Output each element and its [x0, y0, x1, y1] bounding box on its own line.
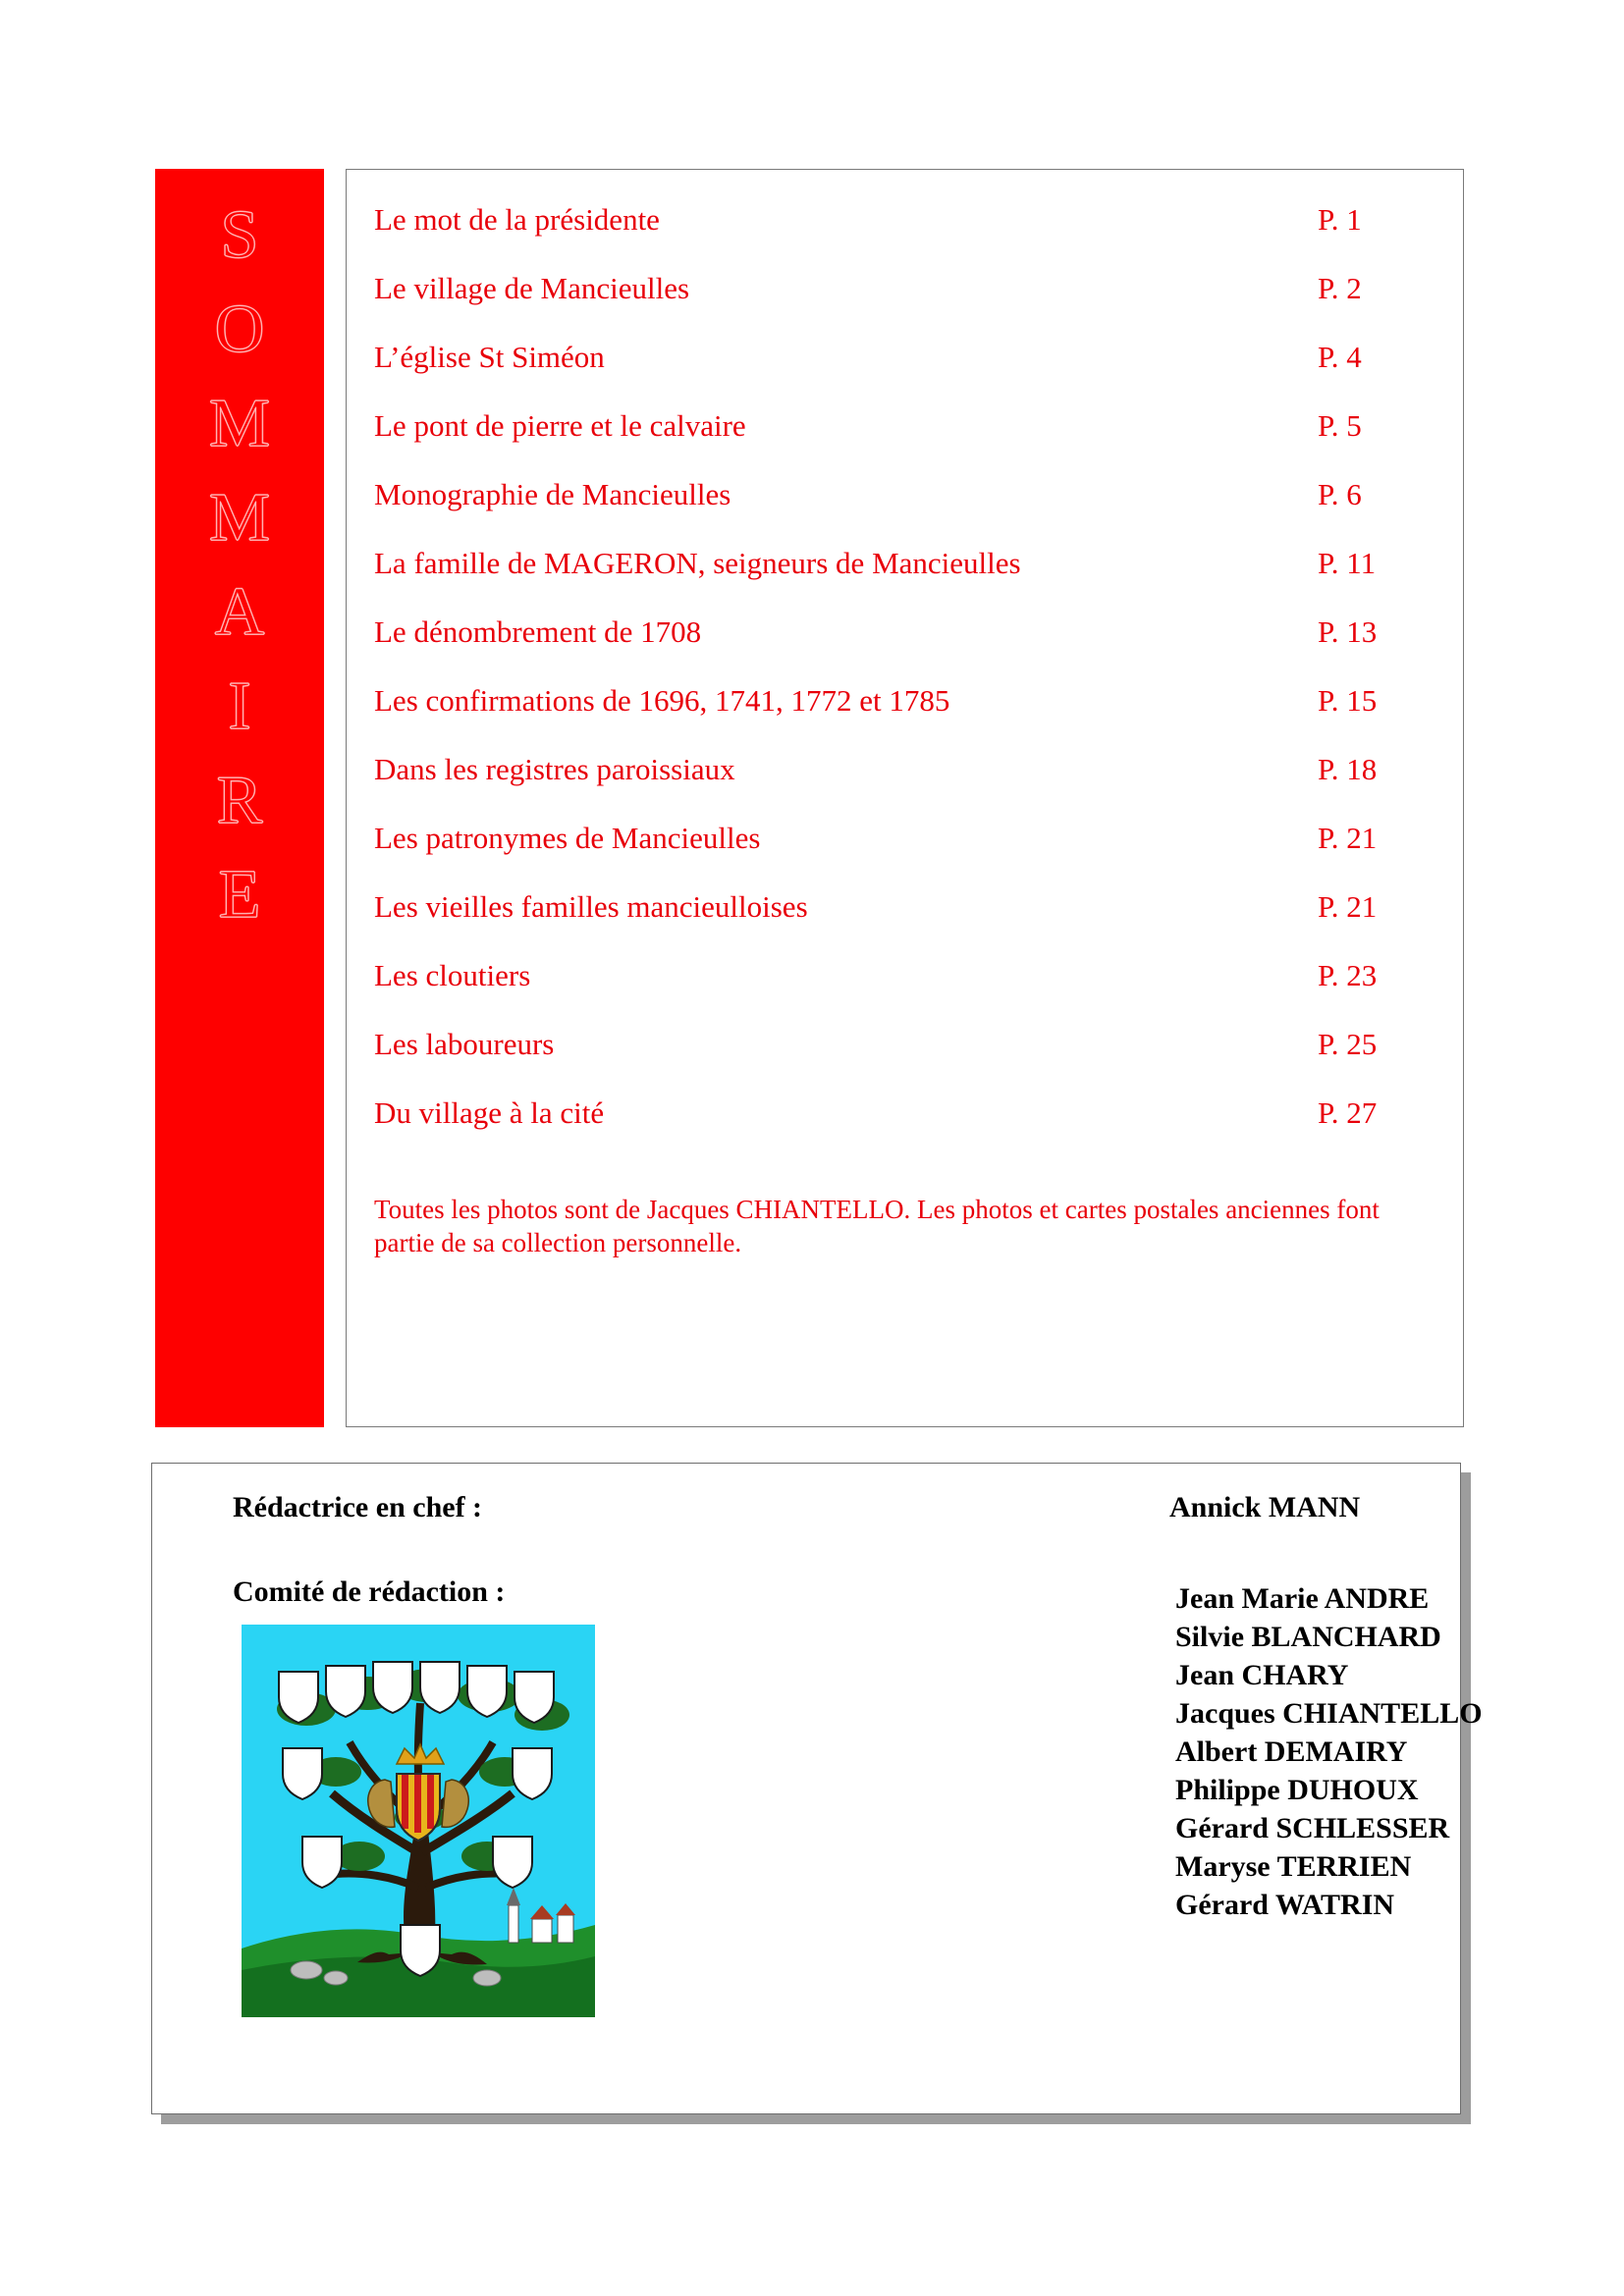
- list-item: Gérard WATRIN: [1175, 1889, 1395, 1921]
- sommaire-letter: M: [208, 480, 271, 556]
- toc-entry-page: P. 11: [1318, 546, 1377, 580]
- list-item: Maryse TERRIEN: [1175, 1850, 1412, 1883]
- toc-entry-page: P. 15: [1318, 683, 1378, 718]
- sommaire-letter: E: [218, 857, 261, 933]
- toc-entry-title: Les patronymes de Mancieulles: [374, 821, 761, 855]
- toc-entry-page: P. 2: [1318, 271, 1362, 305]
- toc-entry: [374, 941, 1435, 1010]
- list-item: Jean Marie ANDRE: [1175, 1582, 1430, 1615]
- toc-entry-title: Monographie de Mancieulles: [374, 477, 731, 511]
- editor-in-chief-label: Rédactrice en chef :: [233, 1491, 483, 1523]
- toc-entry-title: Les cloutiers: [374, 958, 531, 992]
- toc-entry-title: La famille de MAGERON, seigneurs de Mancieulles: [374, 546, 1021, 580]
- toc-entry: [374, 529, 1435, 598]
- list-item: Albert DEMAIRY: [1175, 1735, 1408, 1768]
- sommaire-letter: O: [214, 292, 265, 367]
- sommaire-letter: M: [208, 386, 271, 461]
- toc-entry: [374, 1079, 1435, 1148]
- photo-credit-note: Toutes les photos sont de Jacques CHIANTELLO. Les photos et cartes postales anciennes font partie de sa collection personnelle.: [374, 1195, 1380, 1257]
- toc-entry-title: Du village à la cité: [374, 1095, 605, 1130]
- editor-in-chief-name: Annick MANN: [1169, 1491, 1361, 1523]
- credits-names: [1154, 1491, 1605, 1924]
- sommaire-letter: S: [220, 197, 259, 273]
- toc-entry-title: Les vieilles familles mancieulloises: [374, 889, 808, 924]
- toc-entry-title: Le village de Mancieulles: [374, 271, 690, 305]
- toc-entry: [374, 873, 1435, 941]
- toc-entry-page: P. 23: [1318, 958, 1378, 992]
- toc-entry: [374, 1010, 1435, 1079]
- toc-entry: [374, 735, 1435, 804]
- toc-entry: [374, 598, 1435, 667]
- toc-entry-page: P. 5: [1318, 408, 1362, 443]
- sommaire-letter: R: [216, 763, 263, 838]
- toc-entry-page: P. 1: [1318, 202, 1362, 237]
- toc-entry-title: Le pont de pierre et le calvaire: [374, 408, 746, 443]
- toc-entry-title: Les laboureurs: [374, 1027, 555, 1061]
- table-of-contents: [346, 169, 1464, 1427]
- credits-labels: [233, 1491, 783, 1609]
- list-item: Jacques CHIANTELLO: [1175, 1697, 1483, 1730]
- sommaire-letter: I: [228, 668, 251, 744]
- tree-with-coat-of-arms-emblem: [242, 1625, 595, 2017]
- toc-entry-title: L’église St Siméon: [374, 340, 605, 374]
- list-item: Philippe DUHOUX: [1175, 1774, 1419, 1806]
- toc-entry-page: P. 18: [1318, 752, 1378, 786]
- toc-entry: [374, 392, 1435, 460]
- editorial-committee-label: Comité de rédaction :: [233, 1575, 506, 1608]
- toc-entry-page: P. 6: [1318, 477, 1362, 511]
- toc-entry: [374, 667, 1435, 735]
- sommaire-letter: A: [214, 574, 265, 650]
- toc-entry: [374, 804, 1435, 873]
- toc-entry-title: Le mot de la présidente: [374, 202, 660, 237]
- list-item: Silvie BLANCHARD: [1175, 1621, 1441, 1653]
- committee-member-list: [1175, 1579, 1605, 1924]
- list-item: Gérard SCHLESSER: [1175, 1812, 1450, 1844]
- toc-entry: [374, 323, 1435, 392]
- toc-entry-title: Les confirmations de 1696, 1741, 1772 et 1785: [374, 683, 950, 718]
- list-item: Jean CHARY: [1175, 1659, 1349, 1691]
- toc-entry: [374, 254, 1435, 323]
- sommaire-banner: [155, 169, 324, 1427]
- toc-entry-page: P. 4: [1318, 340, 1362, 374]
- toc-entry-page: P. 21: [1318, 821, 1378, 855]
- toc-entry-title: Dans les registres paroissiaux: [374, 752, 735, 786]
- toc-entry: [374, 186, 1435, 254]
- toc-entry: [374, 460, 1435, 529]
- toc-entry-page: P. 25: [1318, 1027, 1378, 1061]
- toc-entry-page: P. 21: [1318, 889, 1378, 924]
- toc-entry-title: Le dénombrement de 1708: [374, 614, 702, 649]
- toc-entry-page: P. 13: [1318, 614, 1378, 649]
- toc-entry-page: P. 27: [1318, 1095, 1378, 1130]
